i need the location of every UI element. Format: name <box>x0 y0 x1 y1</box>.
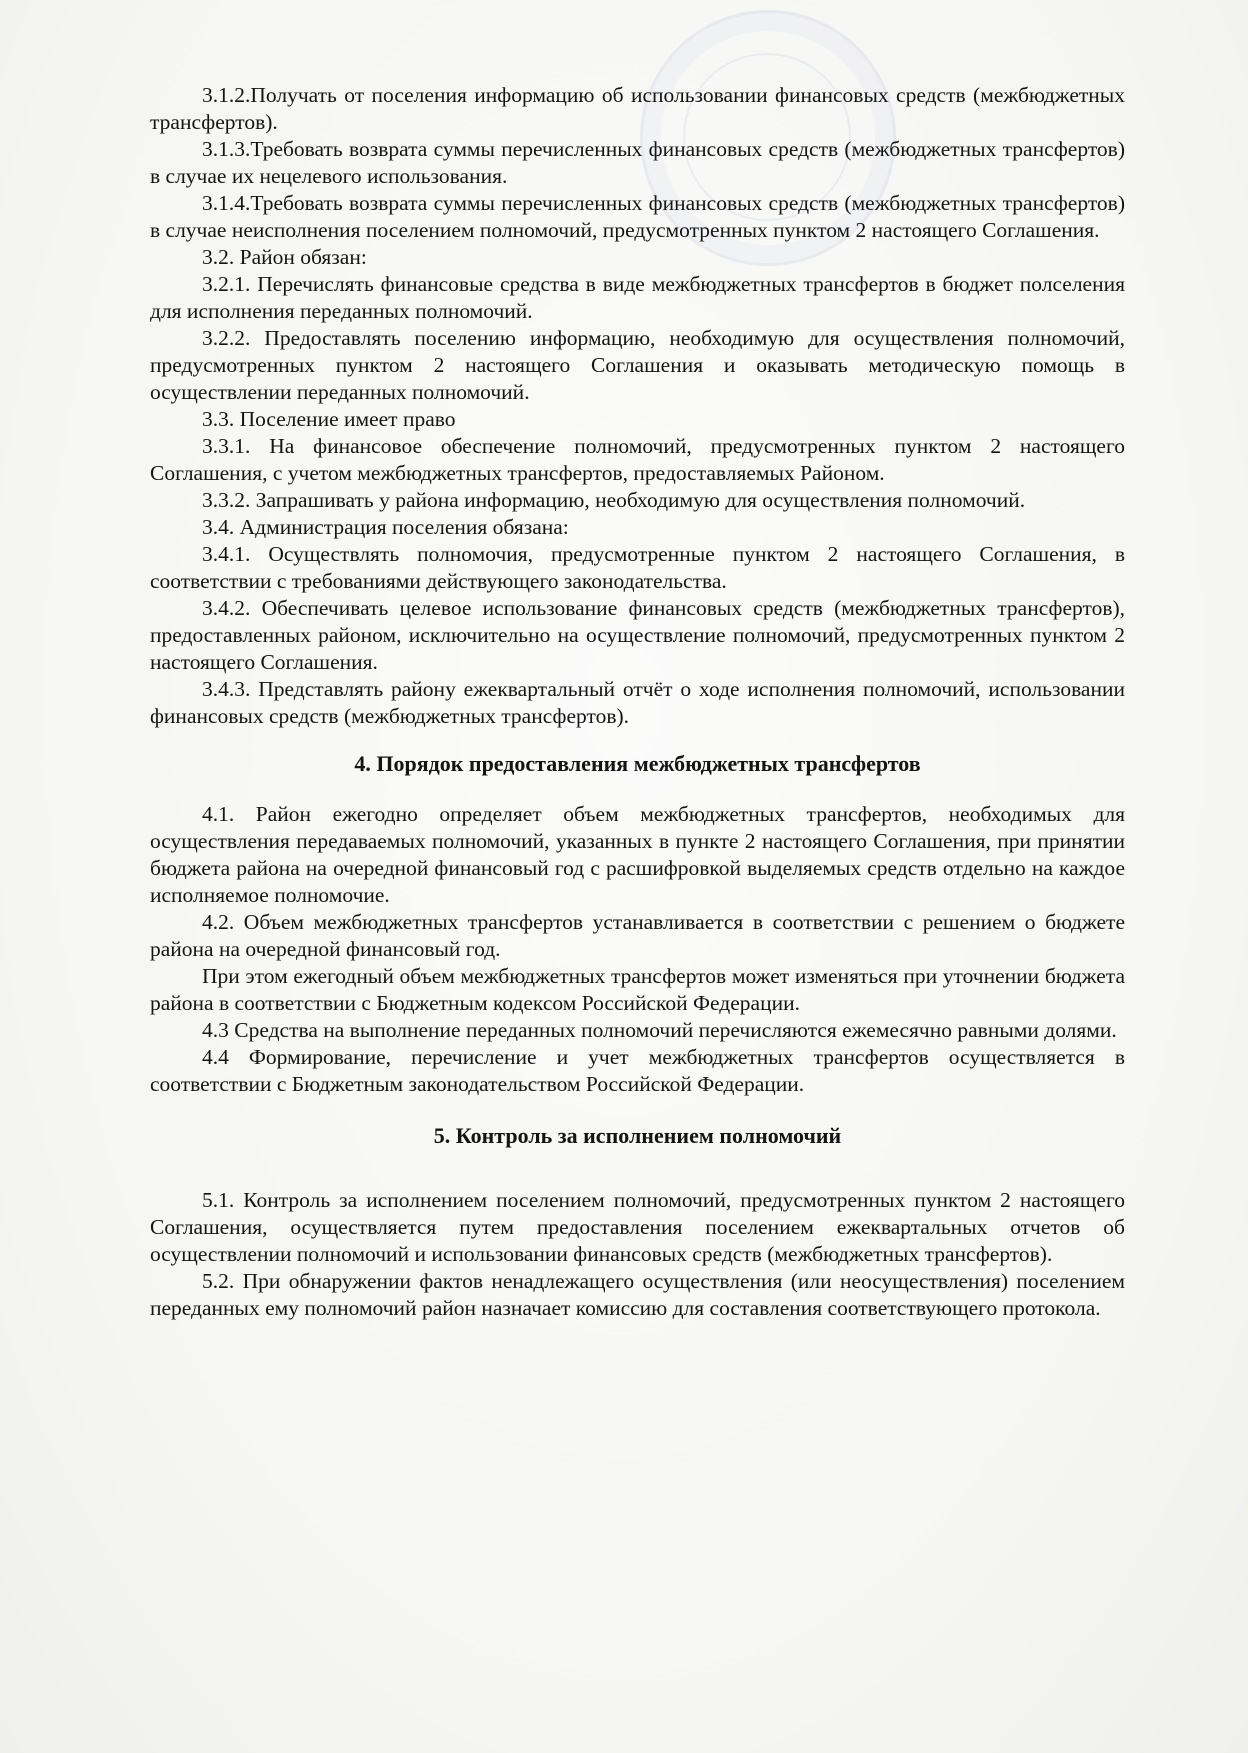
clause-3-1-2: 3.1.2.Получать от поселения информацию об использовании финансовых средств (межбюджетных трансфертов). <box>150 83 1125 134</box>
clause-5-2: 5.2. При обнаружении фактов ненадлежащего осуществления (или неосуществления) поселением переданных ему полномочий район назначает комиссию для составления соответствующего протокола. <box>150 1269 1125 1320</box>
clause-3-2-2: 3.2.2. Предоставлять поселению информацию, необходимую для осуществления полномочий, предусмотренных пунктом 2 настоящего Соглашения и оказывать методическую помощь в осуществлении переданных полномочий. <box>150 326 1125 404</box>
section-5-heading: 5. Контроль за исполнением полномочий <box>433 1123 842 1148</box>
clause-3-3-2: 3.3.2. Запрашивать у района информацию, необходимую для осуществления полномочий. <box>202 488 1026 512</box>
section-4-heading: 4. Порядок предоставления межбюджетных трансфертов <box>354 751 921 776</box>
document-body <box>150 82 1125 1322</box>
clause-3-1-4: 3.1.4.Требовать возврата суммы перечисленных финансовых средств (межбюджетных трансфертов) в случае неисполнения поселением полномочий, предусмотренных пунктом 2 настоящего Соглашения. <box>150 191 1125 242</box>
clause-3-2-1: 3.2.1. Перечислять финансовые средства в виде межбюджетных трансфертов в бюджет полселения для исполнения переданных полномочий. <box>150 272 1125 323</box>
clause-3-4-2: 3.4.2. Обеспечивать целевое использование финансовых средств (межбюджетных трансфертов), предоставленных районом, исключительно на осуществление полномочий, предусмотренных пунктом 2 настоящего Соглашения. <box>150 596 1125 674</box>
clause-4-2-note: При этом ежегодный объем межбюджетных трансфертов может изменяться при уточнении бюджета района в соответствии с Бюджетным кодексом Российской Федерации. <box>150 964 1125 1015</box>
clause-3-3-1: 3.3.1. На финансовое обеспечение полномочий, предусмотренных пунктом 2 настоящего Соглашения, с учетом межбюджетных трансфертов, предоставляемых Районом. <box>150 434 1125 485</box>
clause-4-4: 4.4 Формирование, перечисление и учет межбюджетных трансфертов осуществляется в соответствии с Бюджетным законодательством Российской Федерации. <box>150 1045 1125 1096</box>
clause-3-2: 3.2. Район обязан: <box>202 245 367 269</box>
clause-5-1: 5.1. Контроль за исполнением поселением полномочий, предусмотренных пунктом 2 настоящего Соглашения, осуществляется путем предоставления поселением ежеквартальных отчетов об осуществлении полномочий и использовании финансовых средств (межбюджетных трансфертов). <box>150 1188 1125 1266</box>
clause-4-3: 4.3 Средства на выполнение переданных полномочий перечисляются ежемесячно равными долями. <box>202 1018 1117 1042</box>
clause-3-4-1: 3.4.1. Осуществлять полномочия, предусмотренные пунктом 2 настоящего Соглашения, в соответствии с требованиями действующего законодательства. <box>150 542 1125 593</box>
clause-3-3: 3.3. Поселение имеет право <box>202 407 456 431</box>
clause-3-4: 3.4. Администрация поселения обязана: <box>202 515 569 539</box>
clause-3-1-3: 3.1.3.Требовать возврата суммы перечисленных финансовых средств (межбюджетных трансфертов) в случае их нецелевого использования. <box>150 137 1125 188</box>
clause-3-4-3: 3.4.3. Представлять району ежеквартальный отчёт о ходе исполнения полномочий, использовании финансовых средств (межбюджетных трансфертов). <box>150 677 1125 728</box>
clause-4-1: 4.1. Район ежегодно определяет объем межбюджетных трансфертов, необходимых для осуществления передаваемых полномочий, указанных в пункте 2 настоящего Соглашения, при принятии бюджета района на очередной финансовый год с расшифровкой выделяемых средств отдельно на каждое исполняемое полномочие. <box>150 802 1125 907</box>
clause-4-2: 4.2. Объем межбюджетных трансфертов устанавливается в соответствии с решением о бюджете района на очередной финансовый год. <box>150 910 1125 961</box>
